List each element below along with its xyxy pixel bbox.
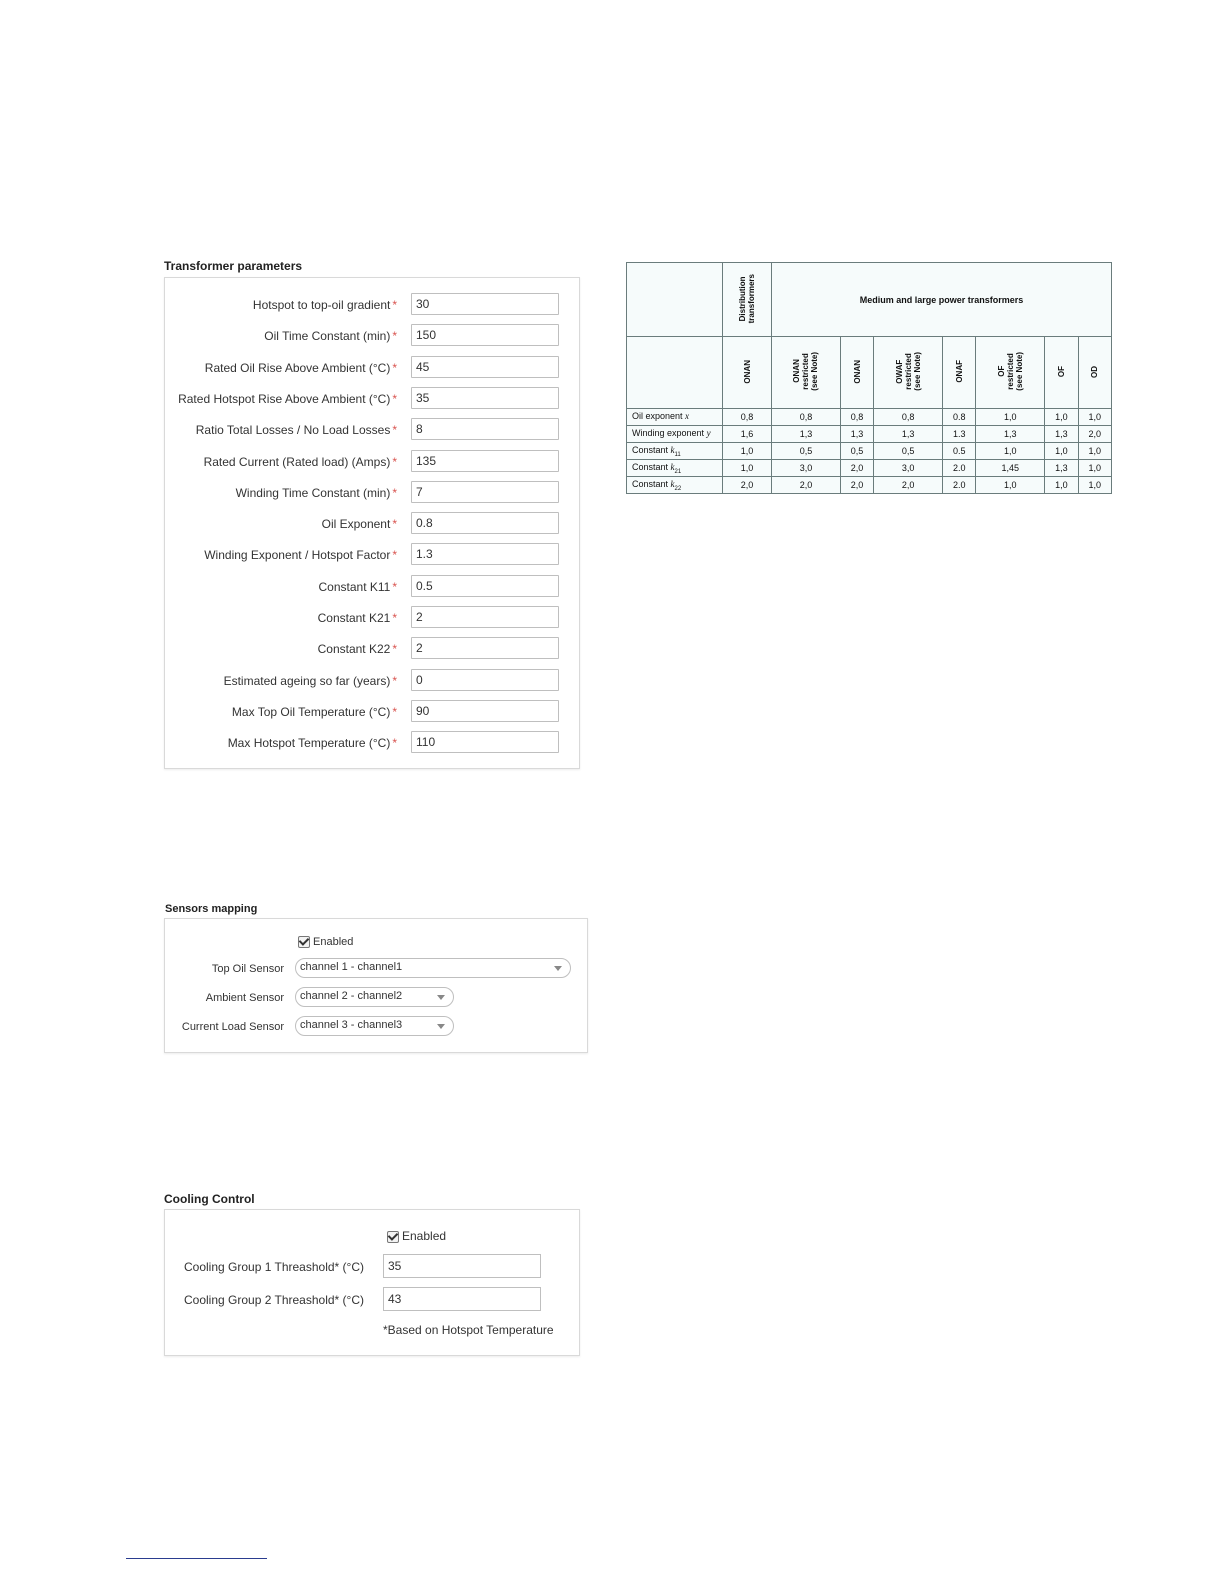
field-label-text: Constant K11 xyxy=(318,579,391,594)
field-label-text: Winding Time Constant (min) xyxy=(235,485,391,500)
required-marker: * xyxy=(392,298,397,312)
field-label-text: Oil Exponent xyxy=(321,517,391,532)
column-header: OD xyxy=(1078,337,1111,409)
current-load-sensor-value: channel 3 - channel3 xyxy=(300,1019,403,1031)
row-label: Constant $k_{21}$ xyxy=(627,460,723,477)
table-cell: 3,0 xyxy=(772,460,841,477)
table-cell: 1,3 xyxy=(874,426,943,443)
top-oil-sensor-label: Top Oil Sensor xyxy=(211,963,284,975)
cooling-enabled-label: Enabled xyxy=(402,1229,447,1243)
cooling-group1-input[interactable] xyxy=(383,1254,541,1278)
field-row xyxy=(165,669,579,693)
field-input[interactable] xyxy=(411,481,559,503)
field-input[interactable] xyxy=(411,700,559,722)
cooling-control-title: Cooling Control xyxy=(164,1192,255,1206)
field-input[interactable] xyxy=(411,637,559,659)
table-cell: 1,0 xyxy=(1078,460,1111,477)
table-cell: 1,0 xyxy=(1078,443,1111,460)
table-cell: 0,8 xyxy=(723,409,772,426)
required-marker: * xyxy=(392,360,397,375)
field-label xyxy=(205,361,397,375)
transformer-parameters-title: Transformer parameters xyxy=(164,259,303,273)
table-cell: 2.0 xyxy=(943,477,976,494)
cooling-group2-label: Cooling Group 2 Threashold* (°C) xyxy=(184,1293,364,1307)
sensors-enabled-row[interactable] xyxy=(298,936,353,948)
field-label xyxy=(204,548,397,562)
table-cell: 0,5 xyxy=(840,443,873,460)
column-header: ONAN xyxy=(840,337,873,409)
field-label xyxy=(228,736,397,750)
field-label-text: Winding Exponent / Hotspot Factor xyxy=(204,548,391,563)
field-label-text: Rated Hotspot Rise Above Ambient (°C) xyxy=(178,391,391,406)
table-cell: 2,0 xyxy=(840,460,873,477)
table-cell: 1,0 xyxy=(976,477,1045,494)
field-row xyxy=(165,387,579,411)
cooling-control-panel xyxy=(164,1209,580,1356)
field-row xyxy=(165,575,579,599)
table-cell: 1,0 xyxy=(1078,409,1111,426)
table-row xyxy=(627,426,1112,443)
table-cell: 0.8 xyxy=(943,409,976,426)
field-input[interactable] xyxy=(411,669,559,691)
required-marker: * xyxy=(392,423,397,438)
field-row xyxy=(165,450,579,474)
field-label-text: Rated Current (Rated load) (Amps) xyxy=(203,454,391,469)
current-load-sensor-label: Current Load Sensor xyxy=(181,1021,284,1033)
table-cell: 1,0 xyxy=(1045,477,1078,494)
table-row xyxy=(627,460,1112,477)
field-input[interactable] xyxy=(411,606,559,628)
field-input[interactable] xyxy=(411,324,559,346)
required-marker: * xyxy=(392,329,397,344)
table-cell: 1,0 xyxy=(1045,409,1078,426)
field-input[interactable] xyxy=(411,356,559,378)
table-cell: 1,3 xyxy=(1045,460,1078,477)
field-input[interactable] xyxy=(411,575,559,597)
field-label xyxy=(318,642,397,656)
table-cell: 2,0 xyxy=(772,477,841,494)
field-input[interactable] xyxy=(411,512,559,534)
field-label xyxy=(253,298,397,312)
table-row xyxy=(627,443,1112,460)
current-load-sensor-select[interactable] xyxy=(295,1016,454,1036)
field-label xyxy=(196,423,397,437)
top-oil-sensor-select[interactable] xyxy=(295,958,571,978)
column-header: ONAN xyxy=(723,337,772,409)
required-marker: * xyxy=(392,611,397,625)
table-cell: 1,0 xyxy=(1078,477,1111,494)
column-header: OF restricted (see Note) xyxy=(976,337,1045,409)
field-label xyxy=(319,580,398,594)
field-label-text: Max Top Oil Temperature (°C) xyxy=(231,704,391,719)
field-label-text: Estimated ageing so far (years) xyxy=(223,673,391,688)
chevron-down-icon xyxy=(437,1024,445,1029)
table-cell: 1,0 xyxy=(976,443,1045,460)
row-label: Winding exponent y xyxy=(627,426,723,443)
ambient-sensor-select[interactable] xyxy=(295,987,454,1007)
row-label: Oil exponent x xyxy=(627,409,723,426)
field-label xyxy=(232,705,397,719)
field-input[interactable] xyxy=(411,543,559,565)
field-row xyxy=(165,356,579,380)
table-cell: 3,0 xyxy=(874,460,943,477)
field-label-text: Constant K22 xyxy=(317,642,391,657)
table-corner-cell xyxy=(627,263,723,337)
field-row xyxy=(165,293,579,317)
table-cell: 1,3 xyxy=(840,426,873,443)
group-header-distribution: Distribution transformers xyxy=(723,263,772,337)
field-label xyxy=(322,517,397,531)
required-marker: * xyxy=(392,642,397,657)
field-label xyxy=(204,455,397,469)
table-cell: 0,8 xyxy=(874,409,943,426)
field-label-text: Rated Oil Rise Above Ambient (°C) xyxy=(204,360,391,375)
field-row xyxy=(165,418,579,442)
table-cell: 1.3 xyxy=(943,426,976,443)
field-label-text: Oil Time Constant (min) xyxy=(264,329,391,344)
field-row xyxy=(165,324,579,348)
row-header-corner xyxy=(627,337,723,409)
field-row xyxy=(165,731,579,755)
field-row xyxy=(165,606,579,630)
footer-rule xyxy=(126,1558,267,1559)
table-cell: 1,0 xyxy=(723,460,772,477)
table-row xyxy=(627,409,1112,426)
transformer-parameters-panel xyxy=(164,277,580,769)
required-marker: * xyxy=(392,485,397,500)
field-input[interactable] xyxy=(411,450,559,472)
check-icon xyxy=(388,1230,399,1241)
table-cell: 1,3 xyxy=(976,426,1045,443)
table-cell: 1,0 xyxy=(1045,443,1078,460)
column-header: ONAF xyxy=(943,337,976,409)
field-label-text: Constant K21 xyxy=(317,611,391,625)
field-label xyxy=(318,611,397,625)
check-icon xyxy=(299,935,310,946)
cooling-group1-label: Cooling Group 1 Threashold* (°C) xyxy=(184,1260,364,1274)
required-marker: * xyxy=(392,517,397,532)
field-row xyxy=(165,512,579,536)
field-label xyxy=(224,674,397,688)
row-label: Constant $k_{22}$ xyxy=(627,477,723,494)
column-header: ONAN restricted (see Note) xyxy=(772,337,841,409)
field-input[interactable] xyxy=(411,293,559,315)
field-input[interactable] xyxy=(411,418,559,440)
field-label xyxy=(236,486,397,500)
row-label: Constant $k_{11}$ xyxy=(627,443,723,460)
required-marker: * xyxy=(392,673,397,688)
cooling-note: *Based on Hotspot Temperature xyxy=(383,1323,554,1337)
table-cell: 1,45 xyxy=(976,460,1045,477)
field-label-text: Max Hotspot Temperature (°C) xyxy=(227,736,391,751)
field-row xyxy=(165,637,579,661)
cooling-group2-input[interactable] xyxy=(383,1287,541,1311)
table-cell: 2.0 xyxy=(943,460,976,477)
field-label-text: Ratio Total Losses / No Load Losses xyxy=(195,423,391,438)
required-marker: * xyxy=(392,704,397,719)
cooling-enabled-checkbox[interactable] xyxy=(387,1231,399,1243)
table-cell: 1,0 xyxy=(723,443,772,460)
sensors-enabled-checkbox[interactable] xyxy=(298,936,310,948)
field-input[interactable] xyxy=(411,731,559,753)
top-oil-sensor-value: channel 1 - channel1 xyxy=(300,961,403,973)
field-label xyxy=(178,392,397,406)
table-row xyxy=(627,477,1112,494)
ambient-sensor-value: channel 2 - channel2 xyxy=(300,990,403,1002)
chevron-down-icon xyxy=(554,966,562,971)
table-cell: 1,3 xyxy=(1045,426,1078,443)
thermal-coefficients-table xyxy=(626,262,1112,494)
column-header-row xyxy=(627,337,1112,409)
table-cell: 0,8 xyxy=(840,409,873,426)
table-cell: 2,0 xyxy=(840,477,873,494)
table-cell: 2,0 xyxy=(723,477,772,494)
sensors-mapping-title: Sensors mapping xyxy=(165,903,258,915)
field-input[interactable] xyxy=(411,387,559,409)
table-cell: 0,5 xyxy=(772,443,841,460)
group-header-medium-large: Medium and large power transformers xyxy=(772,263,1112,337)
chevron-down-icon xyxy=(437,995,445,1000)
field-row xyxy=(165,700,579,724)
field-row xyxy=(165,543,579,567)
table-cell: 0,5 xyxy=(874,443,943,460)
table-cell: 2,0 xyxy=(874,477,943,494)
required-marker: * xyxy=(392,454,397,469)
table-cell: 1,0 xyxy=(976,409,1045,426)
cooling-enabled-row[interactable] xyxy=(387,1229,446,1243)
table-cell: 1,3 xyxy=(772,426,841,443)
required-marker: * xyxy=(392,548,397,563)
required-marker: * xyxy=(392,579,397,594)
column-header: OWAF restricted (see Note) xyxy=(874,337,943,409)
field-label xyxy=(264,329,397,343)
table-cell: 0.5 xyxy=(943,443,976,460)
required-marker: * xyxy=(392,391,397,406)
sensors-mapping-panel xyxy=(164,918,588,1053)
required-marker: * xyxy=(392,736,397,751)
table-cell: 2,0 xyxy=(1078,426,1111,443)
field-row xyxy=(165,481,579,505)
table-cell: 0,8 xyxy=(772,409,841,426)
field-label-text: Hotspot to top-oil gradient xyxy=(252,298,391,312)
ambient-sensor-label: Ambient Sensor xyxy=(205,992,284,1004)
column-header: OF xyxy=(1045,337,1078,409)
table-cell: 1,6 xyxy=(723,426,772,443)
sensors-enabled-label: Enabled xyxy=(313,936,354,948)
